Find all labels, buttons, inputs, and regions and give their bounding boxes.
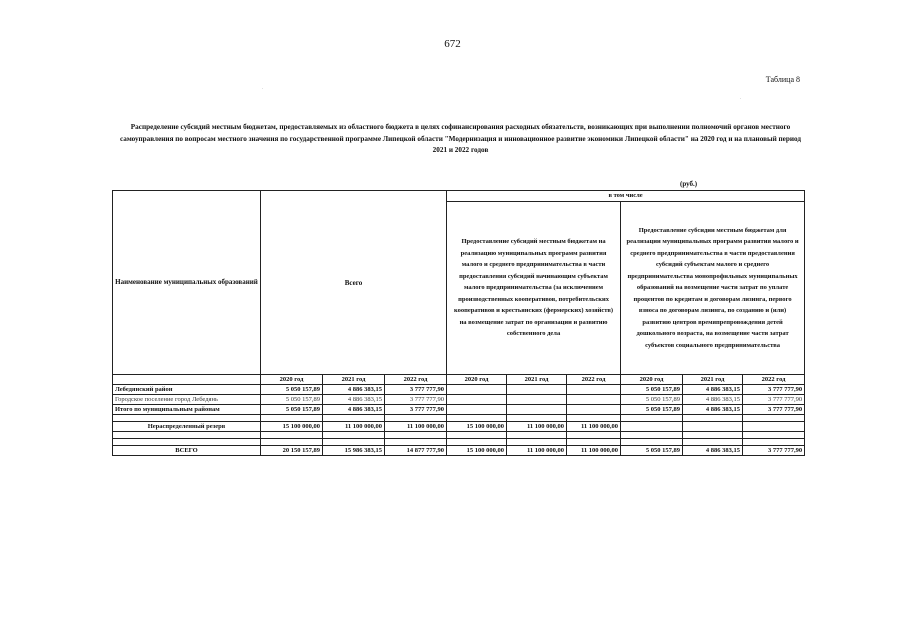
scan-dot: . bbox=[740, 96, 742, 101]
cell: 4 886 383,15 bbox=[683, 385, 743, 395]
cell bbox=[447, 405, 507, 415]
cell: 5 050 157,89 bbox=[261, 395, 323, 405]
cell: 4 886 383,15 bbox=[683, 446, 743, 456]
cell bbox=[621, 422, 683, 432]
row-name: Городское поселение город Лебедянь bbox=[113, 395, 261, 405]
row-name: Лебедянский район bbox=[113, 385, 261, 395]
cell: 3 777 777,90 bbox=[385, 395, 447, 405]
table-row bbox=[113, 385, 805, 395]
cell bbox=[567, 405, 621, 415]
header-including: в том числе bbox=[447, 191, 805, 202]
cell: 15 100 000,00 bbox=[447, 446, 507, 456]
header-blank bbox=[113, 375, 261, 385]
cell: 11 100 000,00 bbox=[567, 446, 621, 456]
year-header: 2021 год bbox=[507, 375, 567, 385]
cell: 11 100 000,00 bbox=[507, 446, 567, 456]
cell: 3 777 777,90 bbox=[385, 405, 447, 415]
row-name: Нераспределенный резерв bbox=[113, 422, 261, 432]
cell: 11 100 000,00 bbox=[507, 422, 567, 432]
year-header: 2022 год bbox=[385, 375, 447, 385]
cell bbox=[683, 422, 743, 432]
cell: 3 777 777,90 bbox=[743, 395, 805, 405]
cell bbox=[447, 395, 507, 405]
row-name: ВСЕГО bbox=[113, 446, 261, 456]
subsidy-table bbox=[112, 190, 805, 456]
table-row bbox=[113, 395, 805, 405]
cell: 15 986 383,15 bbox=[323, 446, 385, 456]
header-group-startup-subsidy: Предоставление субсидий местным бюджетам на реализацию муниципальных программ развития малого и среднего предпринимательства в части предоставления субсидий начинающим субъектам малого предпринимательства (за исключением производственных кооперативов, потребительских кооперативов и крестьянских (фермерских) хозяйств) на возмещение затрат по организации и развитию собственного дела bbox=[447, 202, 621, 375]
cell: 4 886 383,15 bbox=[323, 395, 385, 405]
year-header: 2022 год bbox=[743, 375, 805, 385]
cell bbox=[567, 385, 621, 395]
cell: 20 150 157,89 bbox=[261, 446, 323, 456]
document-title: Распределение субсидий местным бюджетам, предоставляемых из областного бюджета в целях софинансирования расходных обязательств, возникающих при выполнении полномочий органов местного самоуправления по вопросам местного значения по государственной программе Липецкой области "Модернизация и инновационное развитие экономики Липецкой области" на 2020 год и на плановый период 2021 и 2022 годов bbox=[119, 123, 802, 154]
header-group-monoprofile-subsidy: Предоставление субсидии местным бюджетам для реализации муниципальных программ развития малого и среднего предпринимательства в части предоставления субсидий субъектам малого и среднего предпринимательства монопрофильных муниципальных образований на возмещение части затрат по уплате процентов по кредитам и договорам лизинга, первого взноса по договорам лизинга, по созданию и (или) развитию центров времяпрепровождения детей дошкольного возраста, на возмещение части затрат субъектов социального предпринимательства bbox=[621, 202, 805, 375]
cell: 4 886 383,15 bbox=[323, 405, 385, 415]
cell bbox=[507, 385, 567, 395]
cell bbox=[507, 395, 567, 405]
table-row bbox=[113, 422, 805, 432]
cell bbox=[567, 395, 621, 405]
row-name: Итого по муниципальным районам bbox=[113, 405, 261, 415]
cell bbox=[447, 385, 507, 395]
year-header: 2020 год bbox=[447, 375, 507, 385]
cell: 11 100 000,00 bbox=[567, 422, 621, 432]
cell: 5 050 157,89 bbox=[621, 446, 683, 456]
cell: 4 886 383,15 bbox=[683, 405, 743, 415]
cell bbox=[743, 422, 805, 432]
cell: 5 050 157,89 bbox=[261, 385, 323, 395]
cell: 5 050 157,89 bbox=[621, 405, 683, 415]
cell: 4 886 383,15 bbox=[683, 395, 743, 405]
cell: 15 100 000,00 bbox=[447, 422, 507, 432]
cell: 14 877 777,90 bbox=[385, 446, 447, 456]
cell bbox=[507, 405, 567, 415]
cell: 5 050 157,89 bbox=[621, 385, 683, 395]
cell: 15 100 000,00 bbox=[261, 422, 323, 432]
cell: 3 777 777,90 bbox=[743, 385, 805, 395]
year-header: 2022 год bbox=[567, 375, 621, 385]
table-row-total bbox=[113, 446, 805, 456]
cell: 4 886 383,15 bbox=[323, 385, 385, 395]
cell: 5 050 157,89 bbox=[261, 405, 323, 415]
cell: 11 100 000,00 bbox=[323, 422, 385, 432]
scan-dot: . bbox=[262, 86, 264, 91]
cell: 3 777 777,90 bbox=[385, 385, 447, 395]
unit-label: (руб.) bbox=[680, 180, 698, 188]
table-row bbox=[113, 405, 805, 415]
header-total: Всего bbox=[261, 191, 447, 375]
year-header: 2021 год bbox=[323, 375, 385, 385]
year-header: 2020 год bbox=[261, 375, 323, 385]
cell: 3 777 777,90 bbox=[743, 405, 805, 415]
cell: 11 100 000,00 bbox=[385, 422, 447, 432]
year-header: 2020 год bbox=[621, 375, 683, 385]
cell: 5 050 157,89 bbox=[621, 395, 683, 405]
table-label: Таблица 8 bbox=[765, 75, 800, 84]
cell: 3 777 777,90 bbox=[743, 446, 805, 456]
header-municipality: Наименование муниципальных образований bbox=[113, 191, 261, 375]
year-header: 2021 год bbox=[683, 375, 743, 385]
page-number: 672 bbox=[444, 38, 461, 50]
